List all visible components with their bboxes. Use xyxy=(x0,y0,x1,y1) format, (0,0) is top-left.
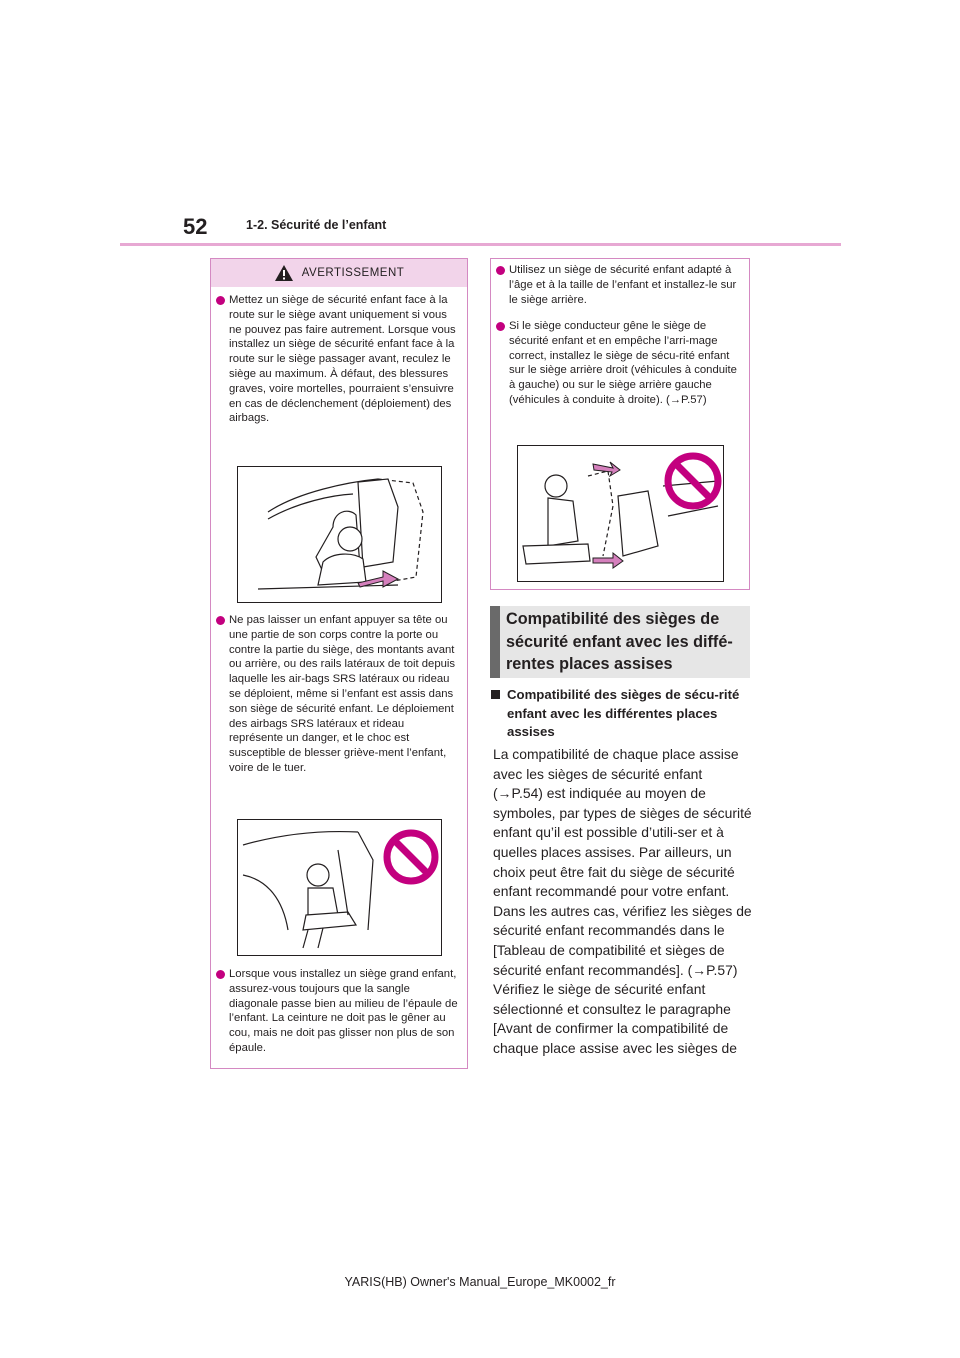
prohibited-icon xyxy=(668,456,718,506)
illustration-child-leaning-on-door xyxy=(237,819,442,956)
subheading xyxy=(491,686,753,742)
warning-title: AVERTISSEMENT xyxy=(301,267,405,279)
square-bullet-icon xyxy=(491,690,500,699)
section-heading-title: Compatibilité des sièges de sécurité enfant avec les diffé-rentes places assises xyxy=(506,610,733,673)
child-seat-front-illustration xyxy=(238,467,441,602)
warning-bullet-text: Lorsque vous installez un siège grand enfant, assurez-vous toujours que la sangle diagonale passe bien au milieu de l’épaule de l’enfant. La ceinture ne doit pas le gêner au cou, mais ne doit pas glisser non plus de son épaule. xyxy=(229,968,458,1054)
subheading-text: Compatibilité des sièges de sécu-rité enfant avec les différentes places assises xyxy=(507,687,740,739)
warning-bullet xyxy=(216,293,461,426)
warning-header xyxy=(211,259,467,287)
warning-bullet-text: Mettez un siège de sécurité enfant face à la route sur le siège avant uniquement si vous ne pouvez pas faire autrement. Lorsque vous installez un siège de sécurité enfant face à la route sur le siège passager avant, reculez le siège au maximum. À défaut, des blessures graves, voire mortelles, pourraient s’ensuivre en cas de déclenchement (déploiement) des airbags. xyxy=(229,294,456,425)
bullet-dot-icon xyxy=(216,616,225,625)
bullet-dot-icon xyxy=(216,296,225,305)
warning-box-continued xyxy=(490,258,750,590)
footer: YARIS(HB) Owner's Manual_Europe_MK0002_fr xyxy=(344,1275,616,1289)
page-number: 52 xyxy=(183,214,208,239)
warning-bullet xyxy=(216,613,461,776)
child-booster-illustration xyxy=(238,820,441,955)
bullet-dot-icon xyxy=(496,266,505,275)
driver-seat-illustration xyxy=(518,446,723,581)
bullet-dot-icon xyxy=(216,970,225,979)
section-heading-box xyxy=(490,606,750,678)
warning-box xyxy=(210,258,468,1069)
warning-triangle-icon xyxy=(274,264,294,282)
illustration-forward-facing-seat xyxy=(237,466,442,603)
warning-bullet xyxy=(216,967,461,1056)
bullet-dot-icon xyxy=(496,322,505,331)
warning-bullet-text: Ne pas laisser un enfant appuyer sa tête ou une partie de son corps contre la porte ou contre la partie du siège, des montants avant ou arrière, ou des rails latéraux de toit depuis laquelle les air-bags SRS latéraux ou rideau se déploient, même si l’enfant est assis dans son siège de sécurité enfant. Le déploiement des airbags SRS latéraux et rideau représente un danger, et le choc est susceptible de blesser griève-ment l’enfant, voire de le tuer. xyxy=(229,614,456,774)
warning-bullet-text: Si le siège conducteur gêne le siège de sécurité enfant et en empêche l’arri-mage correct, installez le siège de sécu-rité enfant sur le siège arrière droit (véhicules à conduite à gauche) ou sur le siège arrière gauche (véhicules à conduite à droite). (→P.57) xyxy=(509,320,737,406)
header-rule xyxy=(120,243,841,246)
warning-bullet xyxy=(496,263,741,307)
section-heading-bar xyxy=(490,606,500,678)
illustration-driver-seat-obstruction xyxy=(517,445,724,582)
body-paragraph: La compatibilité de chaque place assise avec les sièges de sécurité enfant (→P.54) est indiquée au moyen de symboles, par types de sièges de sécurité enfant qu’il est possible d’utili-ser et à quelles places assises. Par ailleurs, un choix peut être fait du siège de sécurité enfant recommandé pour votre enfant. Dans les autres cas, vérifiez les sièges de sécurité enfant recommandés dans le [Tableau de compatibilité et sièges de sécurité enfant recommandés]. (→P.57) Vérifiez le siège de sécurité enfant sélectionné et consultez le paragraphe [Avant de confirmer la compatibilité de chaque place assise avec les sièges de xyxy=(493,746,752,1056)
warning-bullet-text: Utilisez un siège de sécurité enfant adapté à l’âge et à la taille de l’enfant et installez-le sur le siège arrière. xyxy=(509,264,737,306)
section-header: 1-2. Sécurité de l’enfant xyxy=(246,218,387,232)
arrow-icon xyxy=(593,553,623,568)
prohibited-icon xyxy=(387,833,435,881)
warning-bullet xyxy=(496,319,741,408)
